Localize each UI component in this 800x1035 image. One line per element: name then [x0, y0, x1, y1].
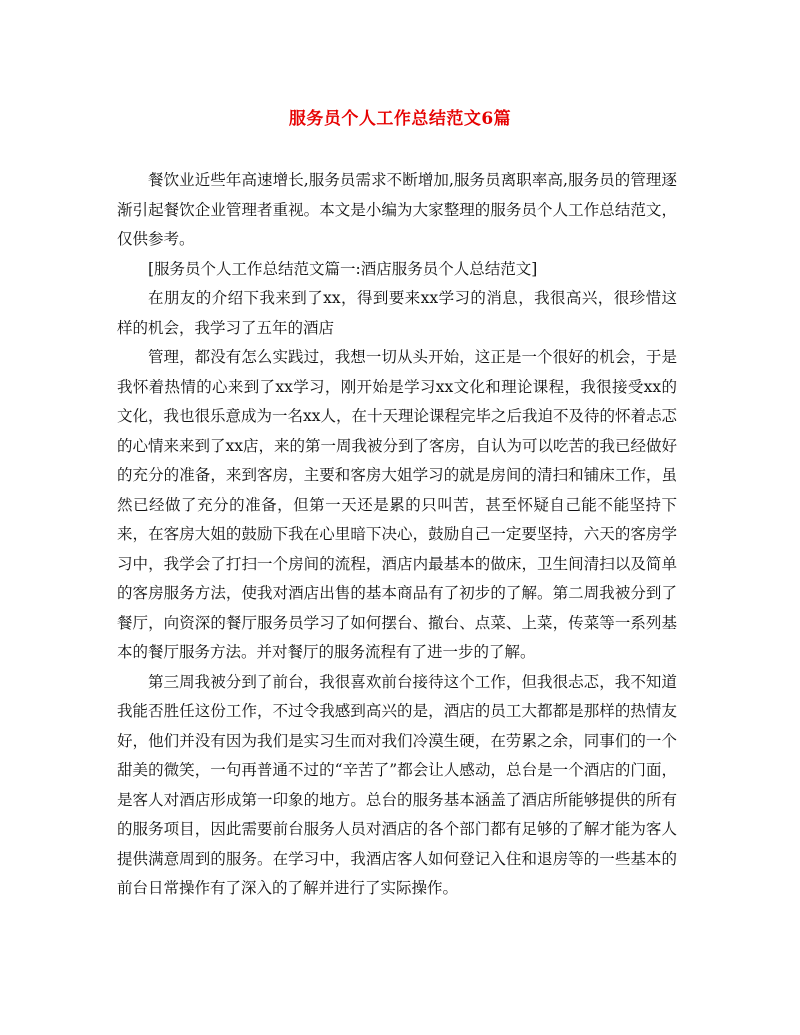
paragraph-section-heading: [服务员个人工作总结范文篇一:酒店服务员个人总结范文] — [148, 259, 538, 278]
document-title: 服务员个人工作总结范文6篇 — [288, 109, 512, 129]
paragraph-management: 管理，都没有怎么实践过，我想一切从头开始，这正是一个很好的机会，于是我怀着热情的心来到了xx学习，刚开始是学习xx文化和理论课程，我很接受xx的文化，我也很乐意成为一名xx人，在十天理论课程完毕之后我迫不及待的怀着忐忑的心情来来到了xx店，来的第一周我被分到了客房，自认为可以吃苦的我已经做好的充分的准备，来到客房，主要和客房大姐学习的就是房间的清扫和铺床工作，虽然已经做了充分的准备，但第一天还是累的只叫苦，甚至怀疑自己能不能坚持下来，在客房大姐的鼓励下我在心里暗下决心，鼓励自己一定要坚持，六天的客房学习中，我学会了打扫一个房间的流程，酒店内最基本的做床，卫生间清扫以及简单的客房服务方法，使我对酒店出售的基本商品有了初步的了解。第二周我被分到了餐厅，向资深的餐厅服务员学习了如何摆台、撤台、点菜、上菜，传菜等一系列基本的餐厅服务方法。并对餐厅的服务流程有了进一步的了解。 — [117, 348, 677, 661]
paragraph-front-desk: 第三周我被分到了前台，我很喜欢前台接待这个工作，但我很忐忑，我不知道我能否胜任这份工作，不过令我感到高兴的是，酒店的员工大都都是那样的热情友好，他们并没有因为我们是实习生而对我们冷漠生硬，在劳累之余，同事们的一个甜美的微笑，一句再普通不过的“辛苦了”都会让人感动，总台是一个酒店的门面，是客人对酒店形成第一印象的地方。总台的服务基本涵盖了酒店所能够提供的所有的服务项目，因此需要前台服务人员对酒店的各个部门都有足够的了解才能为客人提供满意周到的服务。在学习中，我酒店客人如何登记入住和退房等的一些基本的前台日常操作有了深入的了解并进行了实际操作。 — [117, 672, 677, 897]
paragraph-intro: 餐饮业近些年高速增长,服务员需求不断增加,服务员离职率高,服务员的管理逐渐引起餐饮企业管理者重视。本文是小编为大家整理的服务员个人工作总结范文，仅供参考。 — [117, 171, 677, 248]
paragraph-arrival: 在朋友的介绍下我来到了xx，得到要来xx学习的消息，我很高兴，很珍惜这样的机会，我学习了五年的酒店 — [117, 289, 677, 337]
document-body — [117, 166, 677, 904]
